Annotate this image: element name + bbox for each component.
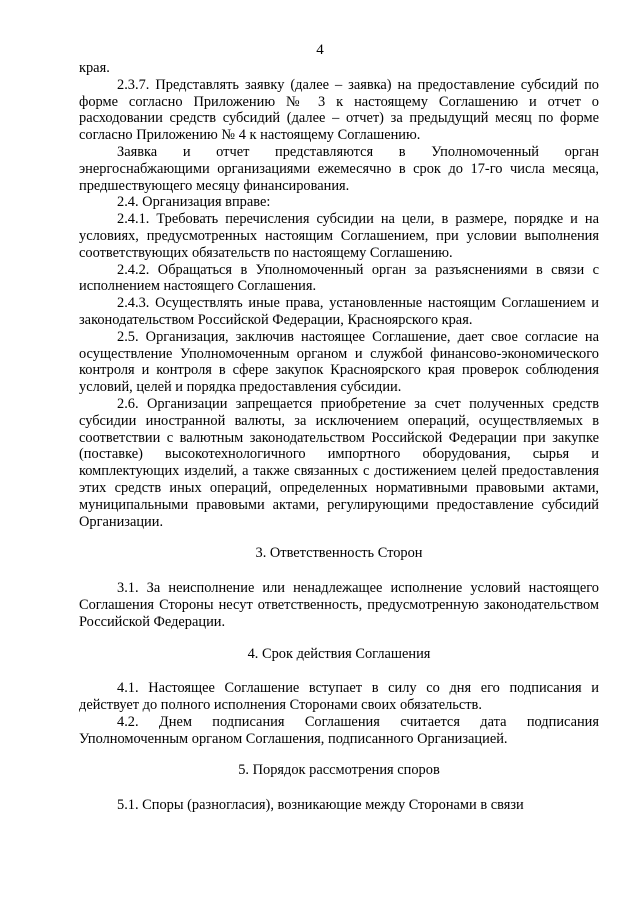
paragraph-3-1: 3.1. За неисполнение или ненадлежащее исполнение условий настоящего Соглашения Стороны несут ответственность, предусмотренную законодательством Российской Федерации. [79,580,599,630]
paragraph-4-2: 4.2. Днем подписания Соглашения считается дата подписания Уполномоченным органом Соглашения, подписанного Организацией. [79,713,599,747]
paragraph-2-4: 2.4. Организация вправе: [117,194,271,211]
document-body [79,60,599,814]
paragraph-report-submission: Заявка и отчет представляются в Уполномоченный орган энергоснабжающими организациями ежемесячно в срок до 17-го числа месяца, предшествующего месяцу финансирования. [79,143,599,194]
paragraph-2-4-3: 2.4.3. Осуществлять иные права, установленные настоящим Соглашением и законодательством Российской Федерации, Красноярского края. [79,295,599,328]
section-4-heading: 4. Срок действия Соглашения [247,645,431,662]
paragraph-continuation: края. [79,60,110,76]
paragraph-2-3-7: 2.3.7. Представлять заявку (далее – заявка) на предоставление субсидий по форме согласно Приложению № 3 к настоящему Соглашению и отчет о расходовании средств субсидий (далее – отчет) за предыдущий месяц по форме согласно Приложению № 4 к настоящему Соглашению. [79,76,599,144]
section-5-heading: 5. Порядок рассмотрения споров [238,762,440,779]
paragraph-4-1: 4.1. Настоящее Соглашение вступает в силу со дня его подписания и действует до полного исполнения Сторонами своих обязательств. [79,680,599,714]
paragraph-2-6: 2.6. Организации запрещается приобретение за счет полученных средств субсидии иностранной валюты, за исключением операций, осуществляемых в соответствии с валютным законодательством Российской Федерации при закупке (поставке) высокотехнологичного импортного оборудования, сырья и комплектующих изделий, а также связанных с достижением целей предоставления этих средств иных операций, определенных нормативными правовыми актами, муниципальными правовыми актами, регулирующими предоставление субсидий Организации. [79,395,599,530]
paragraph-2-4-1: 2.4.1. Требовать перечисления субсидии на цели, в размере, порядке и на условиях, предусмотренных настоящим Соглашением, при условии выполнения соответствующих обязательств по настоящему Соглашению. [79,211,599,261]
paragraph-5-1: 5.1. Споры (разногласия), возникающие между Сторонами в связи [117,797,524,814]
section-3-heading: 3. Ответственность Сторон [255,545,423,562]
page-number: 4 [316,42,324,58]
paragraph-2-5: 2.5. Организация, заключив настоящее Соглашение, дает свое согласие на осуществление Уполномоченным органом и службой финансово-экономического контроля и контроля в сфере закупок Красноярского края проверок соблюдения условий, целей и порядка предоставления субсидии. [79,328,599,396]
paragraph-2-4-2: 2.4.2. Обращаться в Уполномоченный орган за разъяснениями в связи с исполнением настоящего Соглашения. [79,261,599,295]
